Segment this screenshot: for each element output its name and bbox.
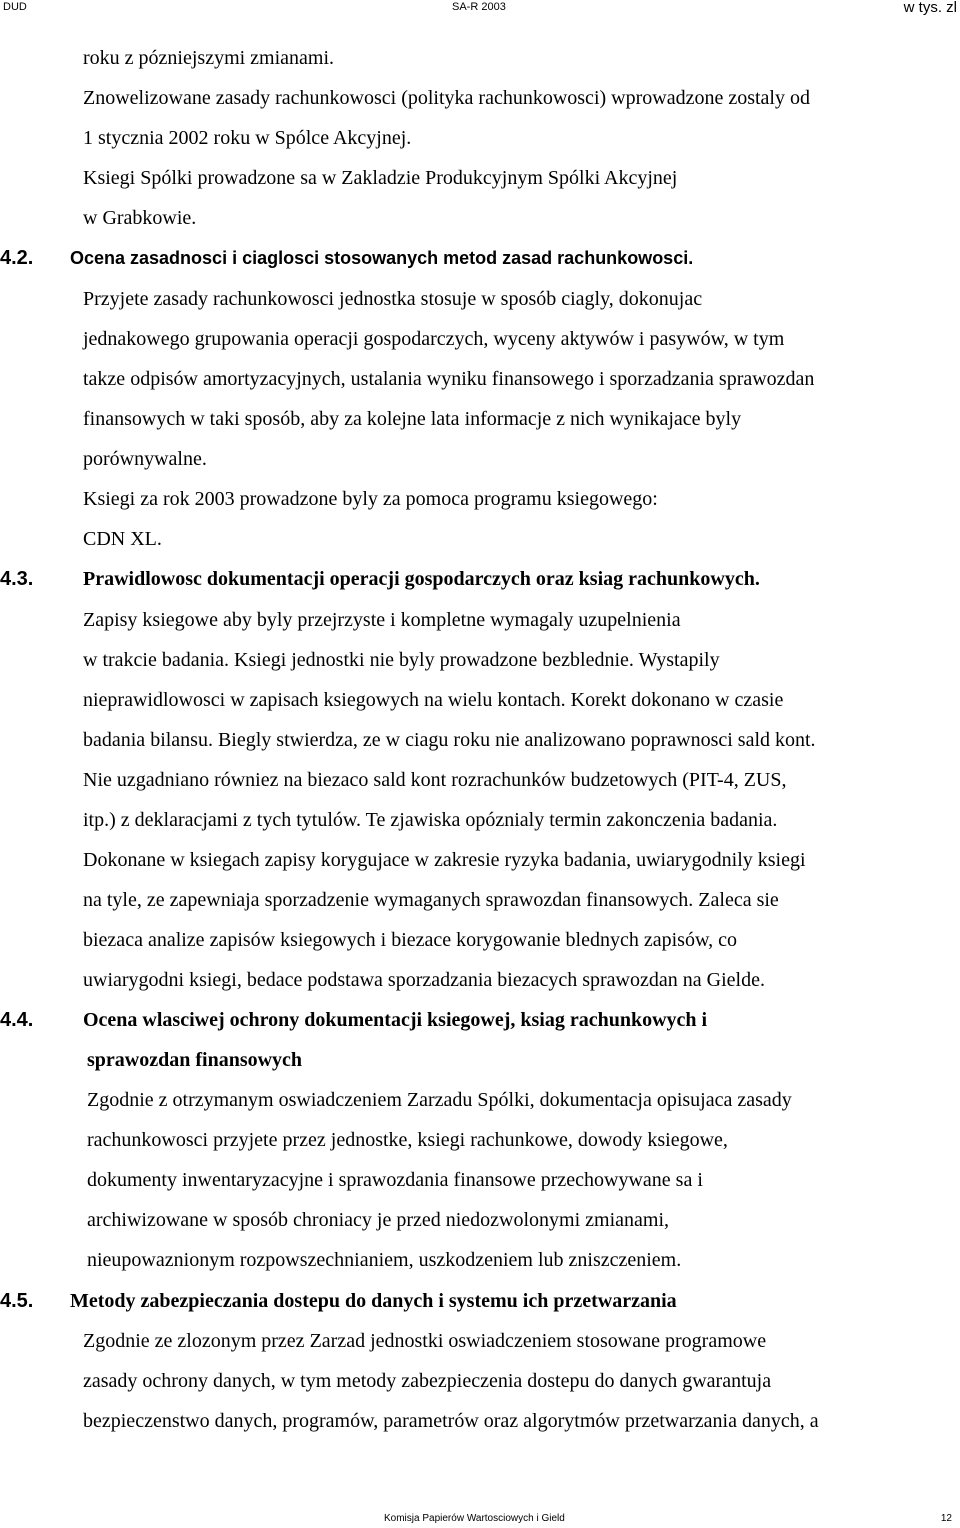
section-line: archiwizowane w sposób chroniacy je przed niedozwolonymi zmianami, [87, 1209, 670, 1231]
section-line: finansowych w taki sposób, aby za kolejne lata informacje z nich wynikajace byly [83, 408, 742, 430]
section-line: rachunkowosci przyjete przez jednostke, ksiegi rachunkowe, dowody ksiegowe, [87, 1129, 728, 1151]
footer-page-number: 12 [940, 1513, 952, 1524]
section-line: w trakcie badania. Ksiegi jednostki nie byly prowadzone bezblednie. Wystapily [83, 649, 720, 671]
header-report-type: SA-R 2003 [452, 1, 506, 13]
section-line: uwiarygodni ksiegi, bedace podstawa sporzadzania biezacych sprawozdan na Gielde. [83, 969, 765, 991]
section-line: CDN XL. [83, 528, 162, 550]
section-number: 4.3. [0, 568, 34, 590]
section-line: takze odpisów amortyzacyjnych, ustalania wyniku finansowego i sporzadzania sprawozdan [83, 368, 815, 390]
intro-line: w Grabkowie. [83, 207, 197, 229]
section-line: dokumenty inwentaryzacyjne i sprawozdania finansowe przechowywane sa i [87, 1169, 703, 1191]
section-line: porównywalne. [83, 448, 207, 470]
section-line: Nie uzgadniano równiez na biezaco sald kont rozrachunków budzetowych (PIT-4, ZUS, [83, 769, 787, 791]
section-line: jednakowego grupowania operacji gospodarczych, wyceny aktywów i pasywów, w tym [83, 328, 785, 350]
intro-line: roku z pózniejszymi zmianami. [83, 47, 335, 69]
section-title: Ocena zasadnosci i ciaglosci stosowanych metod zasad rachunkowosci. [70, 248, 694, 268]
section-line: nieprawidlowosci w zapisach ksiegowych na wielu kontach. Korekt dokonano w czasie [83, 689, 784, 711]
section-title: Ocena wlasciwej ochrony dokumentacji ksiegowej, ksiag rachunkowych i [83, 1009, 708, 1031]
intro-line: Znowelizowane zasady rachunkowosci (polityka rachunkowosci) wprowadzone zostaly od [83, 87, 810, 109]
section-number: 4.2. [0, 247, 34, 269]
section-line: Dokonane w ksiegach zapisy korygujace w zakresie ryzyka badania, uwiarygodnily ksiegi [83, 849, 806, 871]
section-line: itp.) z deklaracjami z tych tytulów. Te zjawiska opóznialy termin zakonczenia badania. [83, 809, 778, 831]
section-line: bezpieczenstwo danych, programów, parametrów oraz algorytmów przetwarzania danych, a [83, 1410, 819, 1432]
section-line: Przyjete zasady rachunkowosci jednostka stosuje w sposób ciagly, dokonujac [83, 288, 703, 310]
section-line: badania bilansu. Biegly stwierdza, ze w ciagu roku nie analizowano poprawnosci sald kont. [83, 729, 816, 751]
section-line: Zgodnie z otrzymanym oswiadczeniem Zarzadu Spólki, dokumentacja opisujaca zasady [87, 1089, 792, 1111]
section-line: Zgodnie ze zlozonym przez Zarzad jednostki oswiadczeniem stosowane programowe [83, 1330, 767, 1352]
section-line: zasady ochrony danych, w tym metody zabezpieczenia dostepu do danych gwarantuja [83, 1370, 772, 1392]
section-line: na tyle, ze zapewniaja sporzadzenie wymaganych sprawozdan finansowych. Zaleca sie [83, 889, 779, 911]
section-number: 4.4. [0, 1009, 34, 1031]
section-line: Zapisy ksiegowe aby byly przejrzyste i kompletne wymagaly uzupelnienia [83, 609, 681, 631]
section-title: Metody zabezpieczania dostepu do danych i systemu ich przetwarzania [70, 1290, 677, 1312]
header-units: w tys. zl [903, 0, 957, 16]
intro-line: Ksiegi Spólki prowadzone sa w Zakladzie Produkcyjnym Spólki Akcyjnej [83, 167, 678, 189]
section-line: Ksiegi za rok 2003 prowadzone byly za pomoca programu ksiegowego: [83, 488, 658, 510]
section-title: sprawozdan finansowych [87, 1049, 303, 1071]
section-number: 4.5. [0, 1290, 34, 1312]
intro-line: 1 stycznia 2002 roku w Spólce Akcyjnej. [83, 127, 412, 149]
footer-organization: Komisja Papierów Wartosciowych i Gield [384, 1513, 565, 1524]
header-code: DUD [3, 1, 27, 13]
section-line: biezaca analize zapisów ksiegowych i biezace korygowanie blednych zapisów, co [83, 929, 737, 951]
section-line: nieupowaznionym rozpowszechnianiem, uszkodzeniem lub zniszczeniem. [87, 1249, 682, 1271]
section-title: Prawidlowosc dokumentacji operacji gospodarczych oraz ksiag rachunkowych. [83, 568, 760, 590]
